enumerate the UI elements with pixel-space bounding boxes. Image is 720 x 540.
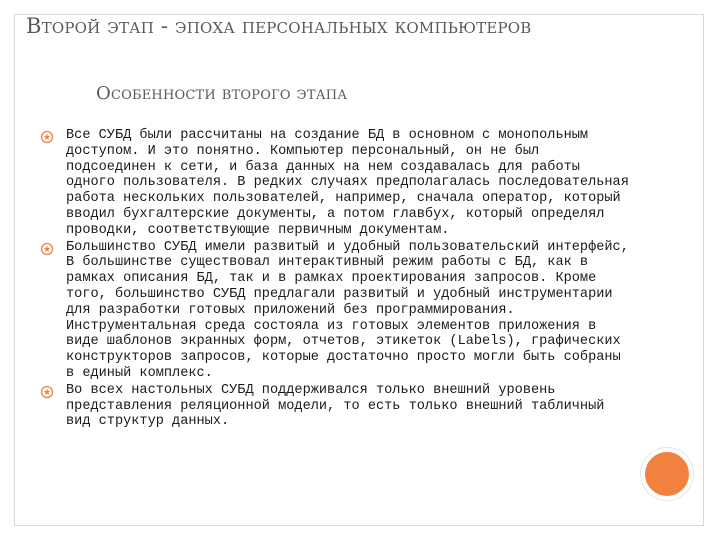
- list-item: [40, 240, 630, 382]
- bullet-text: Все СУБД были рассчитаны на создание БД в основном с монопольным доступом. И это понятно. Компьютер персональный, он не был подсоединен к сети, и база данных на нем создавалась для работы одного пользователя. В редких случаях предполагалась последовательная работа нескольких пользователей, например, сначала оператор, который вводил бухгалтерские документы, а потом главбух, который определял проводки, соответствующие первичным документам.: [66, 128, 629, 238]
- bullet-text: Большинство СУБД имели развитый и удобный пользовательский интерфейс, В большинстве существовал интерактивный режим работы с БД, как в рамках описания БД, так и в рамках проектирования запросов. Кроме того, большинство СУБД предлагали развитый и удобный инструментарии для разработки готовых приложений без программирования. Инструментальная среда состояла из готовых элементов приложения в виде шаблонов экранных форм, отчетов, этикеток (Labels), графических конструкторов запросов, которые достаточно просто могли быть собраны в единый комплекс.: [66, 239, 629, 381]
- decorative-orange-circle: [641, 448, 693, 500]
- list-item: [40, 128, 630, 239]
- bullet-text: Во всех настольных СУБД поддерживался только внешний уровень представления реляционной модели, то есть только внешний табличный вид структур данных.: [66, 382, 605, 430]
- bullet-list: [40, 128, 630, 431]
- circled-star-icon: [40, 242, 54, 256]
- list-item: [40, 383, 630, 430]
- circled-star-icon: [40, 130, 54, 144]
- slide-subtitle: Особенности второго этапа: [96, 83, 348, 104]
- circled-star-icon: [40, 385, 54, 399]
- slide-title: Второй этап - эпоха персональных компьютеров: [26, 14, 532, 38]
